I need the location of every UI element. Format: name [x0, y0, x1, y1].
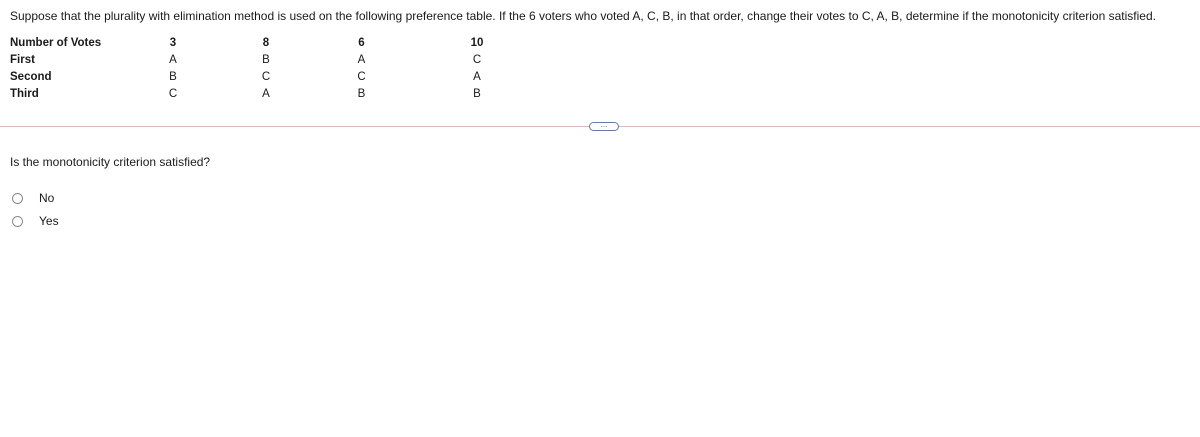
table-cell: B [473, 88, 481, 100]
table-cell: A [169, 54, 177, 66]
table-row-third [10, 86, 570, 103]
table-cell: B [262, 54, 270, 66]
vote-count-cell: 10 [470, 37, 484, 49]
table-cell: B [169, 71, 177, 83]
votes-header-label: Number of Votes [10, 37, 102, 49]
rank-label: First [10, 54, 35, 66]
table-cell: C [357, 71, 366, 83]
preference-table [10, 35, 570, 103]
table-cell: A [473, 71, 481, 83]
table-row-first [10, 52, 570, 69]
table-cell: A [262, 88, 270, 100]
problem-statement: Suppose that the plurality with elimination method is used on the following preference table. If the 6 voters who voted A, C, B, in that order, change their votes to C, A, B, determine if the monotonicity criterion satisfied. [10, 9, 1156, 23]
option-label: Yes [39, 214, 59, 228]
vote-count-cell: 3 [169, 37, 177, 49]
expand-more-button[interactable]: ... [589, 122, 619, 131]
answer-option-no[interactable] [12, 190, 54, 206]
table-cell: C [168, 88, 178, 100]
table-cell: A [357, 54, 366, 66]
radio-button[interactable] [12, 193, 23, 204]
answer-option-yes[interactable] [12, 213, 59, 229]
option-label: No [39, 191, 55, 205]
table-header-row [10, 35, 570, 52]
table-cell: C [472, 54, 482, 66]
rank-label: Second [10, 71, 52, 83]
vote-count-cell: 8 [262, 37, 270, 49]
vote-count-cell: 6 [358, 37, 365, 49]
question-text: Is the monotonicity criterion satisfied? [10, 155, 211, 169]
table-cell: C [261, 71, 271, 83]
table-row-second [10, 69, 570, 86]
radio-button[interactable] [12, 216, 23, 227]
table-cell: B [357, 88, 366, 100]
rank-label: Third [10, 88, 39, 100]
